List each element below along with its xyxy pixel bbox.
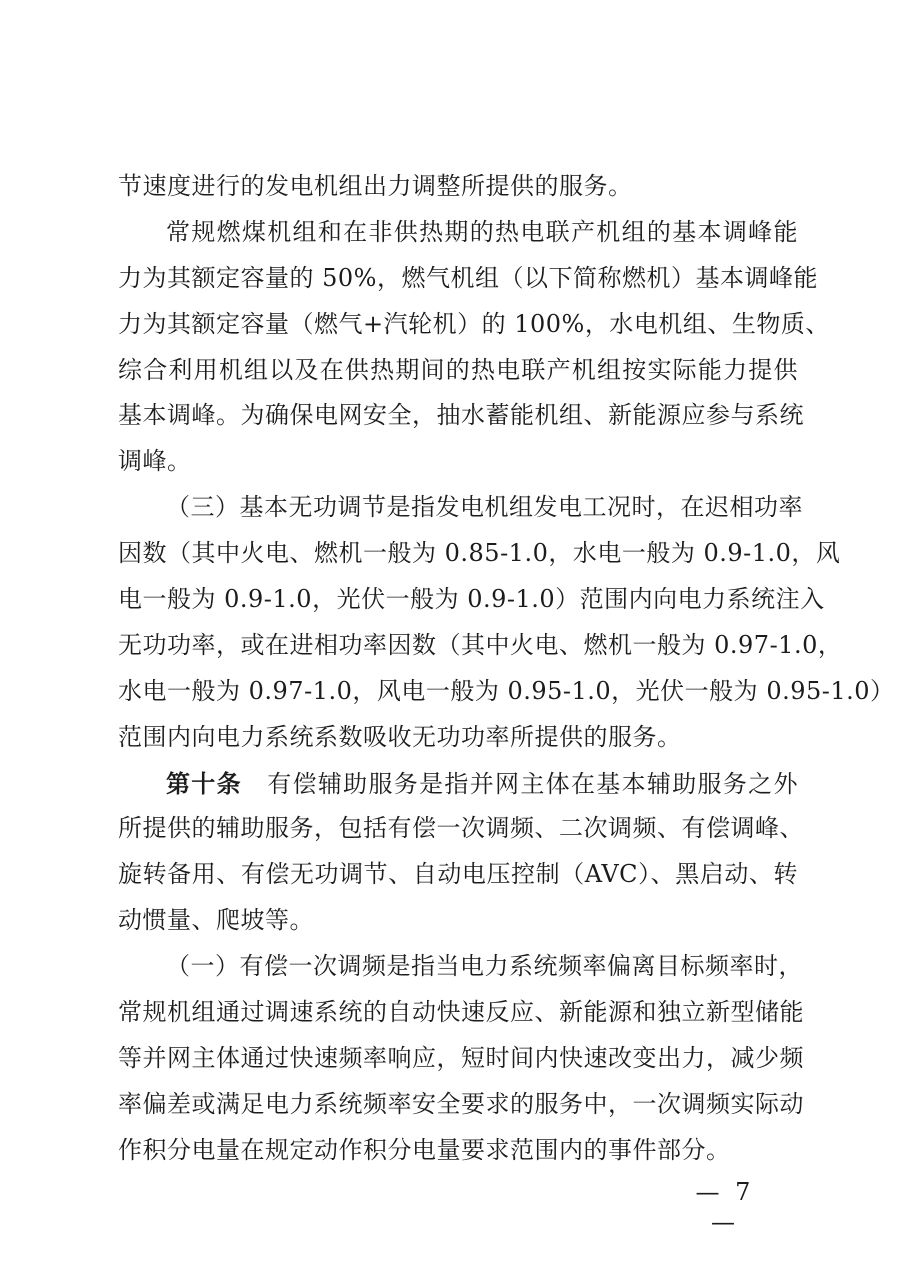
text-line: 基本调峰。为确保电网安全，抽水蓄能机组、新能源应参与系统	[118, 401, 804, 430]
text-line: 范围内向电力系统系数吸收无功功率所提供的服务。	[118, 722, 682, 751]
text-line: 力为其额定容量（燃气+汽轮机）的 100%，水电机组、生物质、	[118, 309, 830, 338]
text-line: 所提供的辅助服务，包括有偿一次调频、二次调频、有偿调峰、	[118, 814, 804, 843]
text-line: 电一般为 0.9-1.0，光伏一般为 0.9-1.0）范围内向电力系统注入	[118, 585, 825, 614]
text-line: 水电一般为 0.97-1.0，风电一般为 0.95-1.0，光伏一般为 0.95-1.0）	[118, 676, 895, 705]
text-line: 因数（其中火电、燃机一般为 0.85-1.0，水电一般为 0.9-1.0，风	[118, 539, 841, 568]
text-line: 常规燃煤机组和在非供热期的热电联产机组的基本调峰能	[166, 217, 798, 246]
text-line: 无功功率，或在进相功率因数（其中火电、燃机一般为 0.97-1.0，	[118, 630, 843, 659]
article-heading: 第十条	[166, 768, 242, 798]
article-line	[118, 761, 798, 807]
text-line: 调峰。	[118, 447, 192, 476]
text-line: 常规机组通过调速系统的自动快速反应、新能源和独立新型储能	[118, 998, 804, 1027]
text-line: 等并网主体通过快速频率响应，短时间内快速改变出力，减少频	[118, 1043, 804, 1072]
text-line: （三）基本无功调节是指发电机组发电工况时，在迟相功率	[166, 493, 803, 522]
page-number: — 7 —	[695, 1178, 755, 1236]
text-line: 综合利用机组以及在供热期间的热电联产机组按实际能力提供	[118, 355, 798, 384]
document-body	[118, 164, 895, 1174]
article-text: 有偿辅助服务是指并网主体在基本辅助服务之外	[267, 769, 798, 798]
text-line: 节速度进行的发电机组出力调整所提供的服务。	[118, 172, 633, 200]
text-line: 作积分电量在规定动作积分电量要求范围内的事件部分。	[118, 1135, 731, 1164]
text-line: 力为其额定容量的 50%，燃气机组（以下简称燃机）基本调峰能	[118, 263, 818, 292]
text-line: 动惯量、爬坡等。	[118, 906, 314, 935]
text-line: （一）有偿一次调频是指当电力系统频率偏离目标频率时，	[166, 952, 803, 981]
text-line: 率偏差或满足电力系统频率安全要求的服务中，一次调频实际动	[118, 1089, 804, 1118]
text-line: 旋转备用、有偿无功调节、自动电压控制（AVC）、黑启动、转	[118, 860, 798, 889]
